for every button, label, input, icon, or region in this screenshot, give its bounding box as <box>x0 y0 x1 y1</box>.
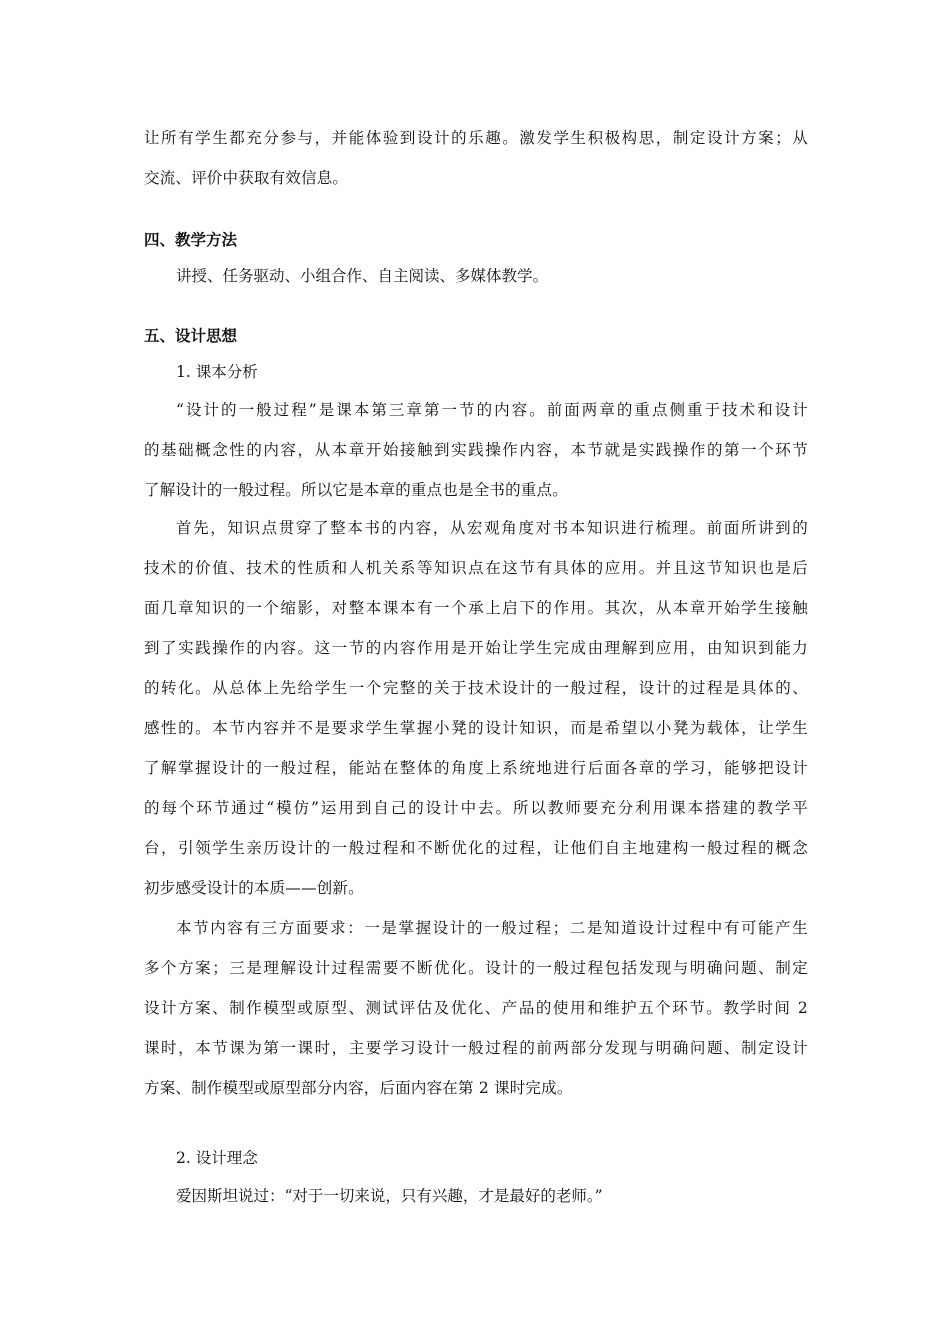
para3-line-5: 方案、制作模型或原型部分内容，后面内容在第 2 课时完成。 <box>144 1079 573 1097</box>
para2-line-1: 首先，知识点贯穿了整本书的内容，从宏观角度对书本知识进行梳理。前面所讲到的 <box>176 519 808 537</box>
intro-line-2: 交流、评价中获取有效信息。 <box>144 169 349 187</box>
section-5-heading: 五、设计思想 <box>144 327 238 345</box>
para2-line-6: 感性的。本节内容并不是要求学生掌握小凳的设计知识，而是希望以小凳为载体，让学生 <box>144 719 808 737</box>
para1-line-1: “设计的一般过程”是课本第三章第一节的内容。前面两章的重点侧重于技术和设计 <box>176 401 808 419</box>
para2-line-10: 初步感受设计的本质——创新。 <box>144 879 364 897</box>
para1-line-3: 了解设计的一般过程。所以它是本章的重点也是全书的重点。 <box>144 481 568 499</box>
section-4-heading: 四、教学方法 <box>144 231 238 249</box>
para1-line-2: 的基础概念性的内容，从本章开始接触到实践操作内容，本节就是实践操作的第一个环节 <box>144 441 808 459</box>
para2-line-3: 面几章知识的一个缩影，对整本课本有一个承上启下的作用。其次，从本章开始学生接触 <box>144 599 808 617</box>
para2-line-4: 到了实践操作的内容。这一节的内容作用是开始让学生完成由理解到应用，由知识到能力 <box>144 639 808 657</box>
subsection-1-title: 1. 课本分析 <box>176 363 258 381</box>
para2-line-8: 的每个环节通过“模仿”运用到自己的设计中去。所以教师要充分利用课本搭建的教学平 <box>144 799 808 817</box>
subsection-2-title: 2. 设计理念 <box>176 1149 258 1167</box>
para2-line-9: 台，引领学生亲历设计的一般过程和不断优化的过程，让他们自主地建构一般过程的概念 <box>144 839 808 857</box>
para3-line-1: 本节内容有三方面要求：一是掌握设计的一般过程；二是知道设计过程中有可能产生 <box>176 919 808 937</box>
section-4-text: 讲授、任务驱动、小组合作、自主阅读、多媒体教学。 <box>176 267 549 285</box>
para2-line-7: 了解掌握设计的一般过程，能站在整体的角度上系统地进行后面各章的学习，能够把设计 <box>144 759 808 777</box>
para3-line-2: 多个方案；三是理解设计过程需要不断优化。设计的一般过程包括发现与明确问题、制定 <box>144 959 808 977</box>
para2-line-2: 技术的价值、技术的性质和人机关系等知识点在这节有具体的应用。并且这节知识也是后 <box>144 559 808 577</box>
para3-line-3: 设计方案、制作模型或原型、测试评估及优化、产品的使用和维护五个环节。教学时间 2 <box>144 999 808 1017</box>
intro-line-1: 让所有学生都充分参与，并能体验到设计的乐趣。激发学生积极构思，制定设计方案；从 <box>144 129 808 147</box>
sub2-para1-line-1: 爱因斯坦说过：“对于一切来说，只有兴趣，才是最好的老师。” <box>176 1187 603 1205</box>
para3-line-4: 课时，本节课为第一课时，主要学习设计一般过程的前两部分发现与明确问题、制定设计 <box>144 1039 808 1057</box>
para2-line-5: 的转化。从总体上先给学生一个完整的关于技术设计的一般过程，设计的过程是具体的、 <box>144 679 808 697</box>
